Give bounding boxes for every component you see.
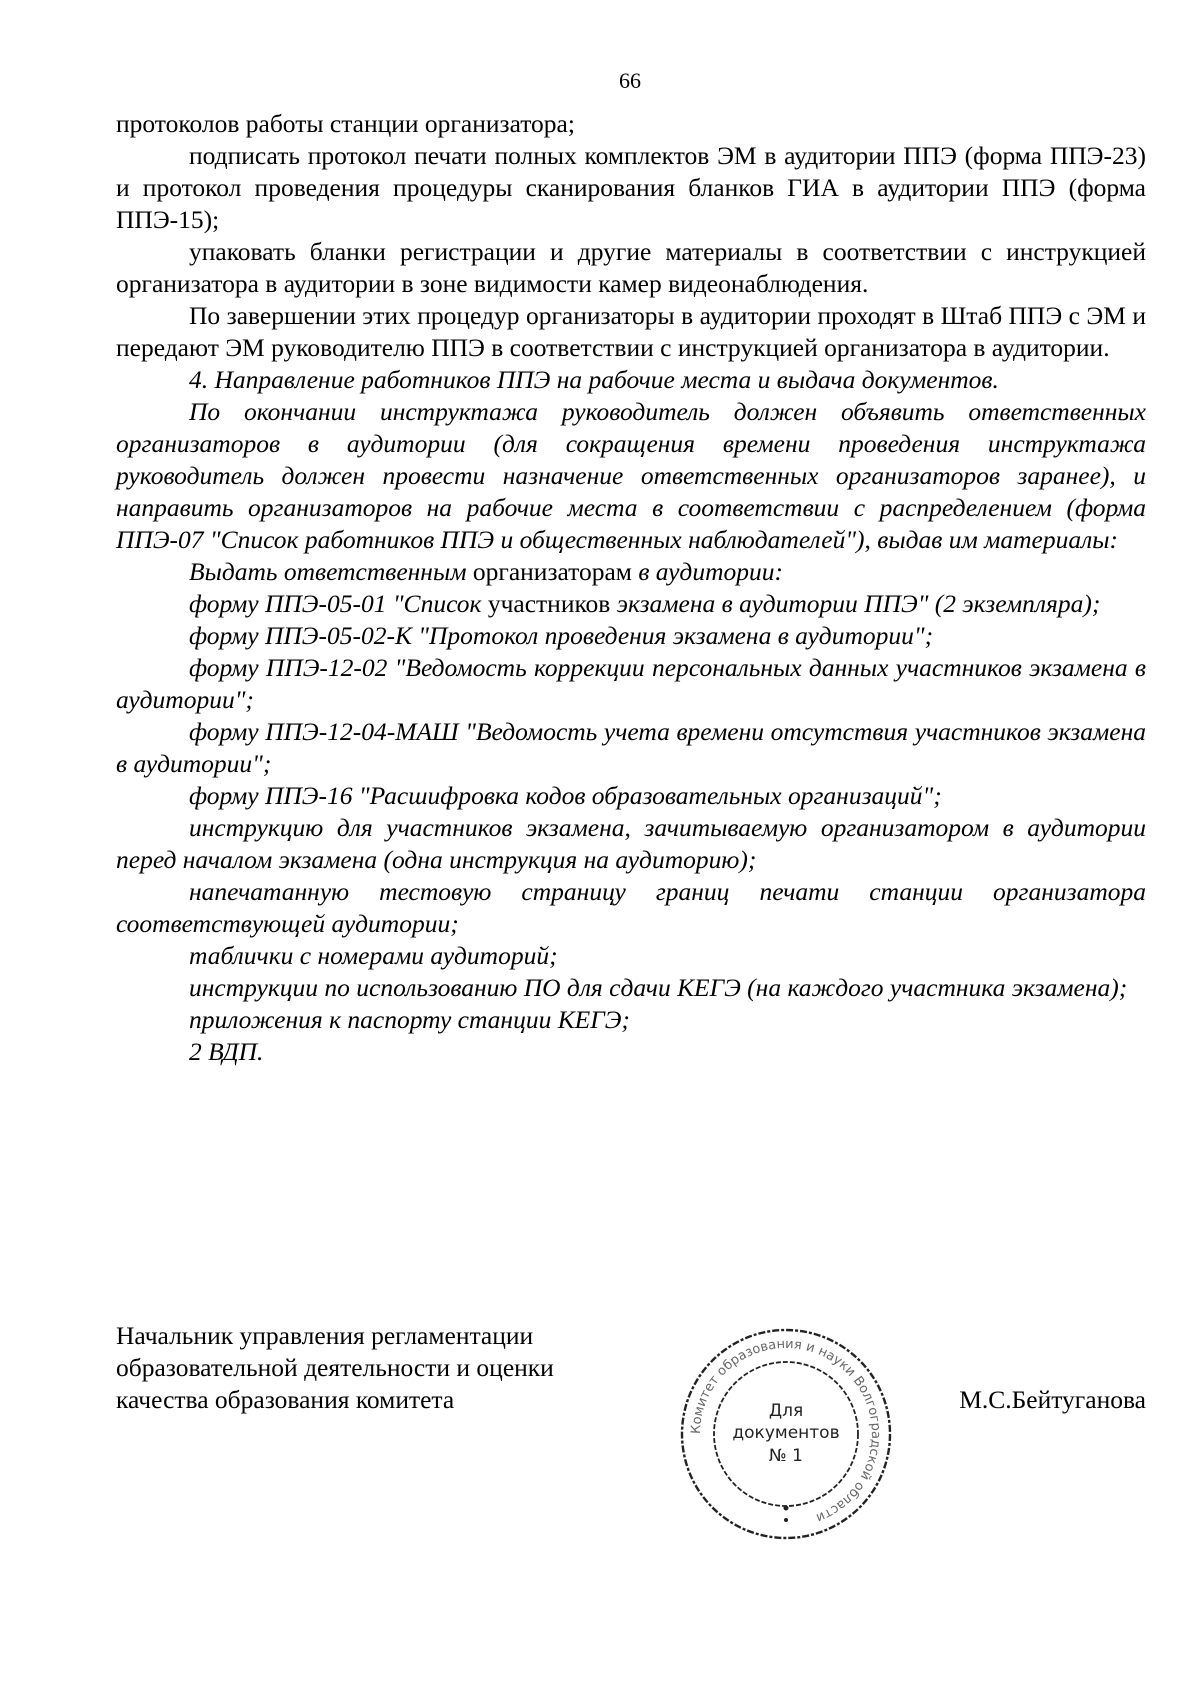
signatory-position-line: образовательной деятельности и оценки	[116, 1353, 554, 1382]
signatory-position-line: Начальник управления регламентации	[116, 1321, 534, 1350]
list-item: 2 ВДП.	[189, 1037, 264, 1066]
paragraph: протоколов работы станции организатора;	[116, 109, 575, 138]
section-heading: 4. Направление работников ППЭ на рабочие места и выдача документов.	[189, 365, 999, 394]
text-run: участников	[481, 589, 617, 618]
paragraph: упаковать бланки регистрации и другие материалы в соответствии с инструкцией организатора в аудитории в зоне видимости камер видеонаблюдения.	[116, 237, 1146, 298]
list-item: приложения к паспорту станции КЕГЭ;	[189, 1005, 630, 1034]
document-body	[116, 108, 1146, 1068]
list-item: форму ППЭ-12-02 "Ведомость коррекции персональных данных участников экзамена в аудитории";	[116, 653, 1146, 714]
signature-block	[116, 1320, 1146, 1526]
stamp-ring-text: Комитет образования и науки Волгоградской области	[688, 1336, 884, 1526]
stamp-center-line: документов	[732, 1423, 840, 1443]
paragraph: подписать протокол печати полных комплектов ЭМ в аудитории ППЭ (форма ППЭ-23) и протокол проведения процедуры сканирования бланков ГИА в аудитории ППЭ (форма ППЭ-15);	[116, 141, 1146, 234]
list-item: форму ППЭ-12-04-МАШ "Ведомость учета времени отсутствия участников экзамена в аудитории";	[116, 717, 1146, 778]
list-item: инструкцию для участников экзамена, зачитываемую организатором в аудитории перед началом экзамена (одна инструкция на аудиторию);	[116, 813, 1146, 874]
list-item	[116, 588, 1146, 620]
stamp-center-line: № 1	[769, 1446, 803, 1466]
official-stamp	[676, 1324, 896, 1544]
stamp-center-line: Для	[768, 1401, 804, 1421]
signatory-name: М.С.Бейтуганова	[959, 1385, 1146, 1414]
text-run: Выдать ответственным	[189, 557, 467, 586]
signatory-position	[116, 1320, 636, 1416]
paragraph	[116, 556, 1146, 588]
text-run: форму ППЭ-05-01 "Список	[189, 589, 482, 618]
signatory-position-line: качества образования комитета	[116, 1385, 455, 1414]
text-run: организаторам	[466, 557, 639, 586]
text-run: в аудитории:	[638, 557, 783, 586]
stamp-dot	[784, 1518, 788, 1522]
paragraph: По окончании инструктажа руководитель должен объявить ответственных организаторов в аудитории (для сокращения времени проведения инструктажа руководитель должен провести назначение ответственных организаторов заранее), и направить организаторов на рабочие места в соответствии с распределением (форма ППЭ-07 "Список работников ППЭ и общественных наблюдателей"), выдав им материалы:	[116, 397, 1146, 554]
page-number: 66	[619, 68, 641, 93]
list-item: форму ППЭ-05-02-К "Протокол проведения экзамена в аудитории";	[189, 621, 934, 650]
list-item: таблички с номерами аудиторий;	[189, 941, 558, 970]
list-item: инструкции по использованию ПО для сдачи КЕГЭ (на каждого участника экзамена);	[189, 973, 1128, 1002]
stamp-dot	[784, 1506, 789, 1511]
paragraph: По завершении этих процедур организаторы в аудитории проходят в Штаб ППЭ с ЭМ и передают ЭМ руководителю ППЭ в соответствии с инструкцией организатора в аудитории.	[116, 301, 1146, 362]
text-run: экзамена в аудитории ППЭ" (2 экземпляра);	[616, 589, 1101, 618]
list-item: форму ППЭ-16 "Расшифровка кодов образовательных организаций";	[189, 781, 942, 810]
list-item: напечатанную тестовую страницу границ печати станции организатора соответствующей аудитории;	[116, 877, 1146, 938]
